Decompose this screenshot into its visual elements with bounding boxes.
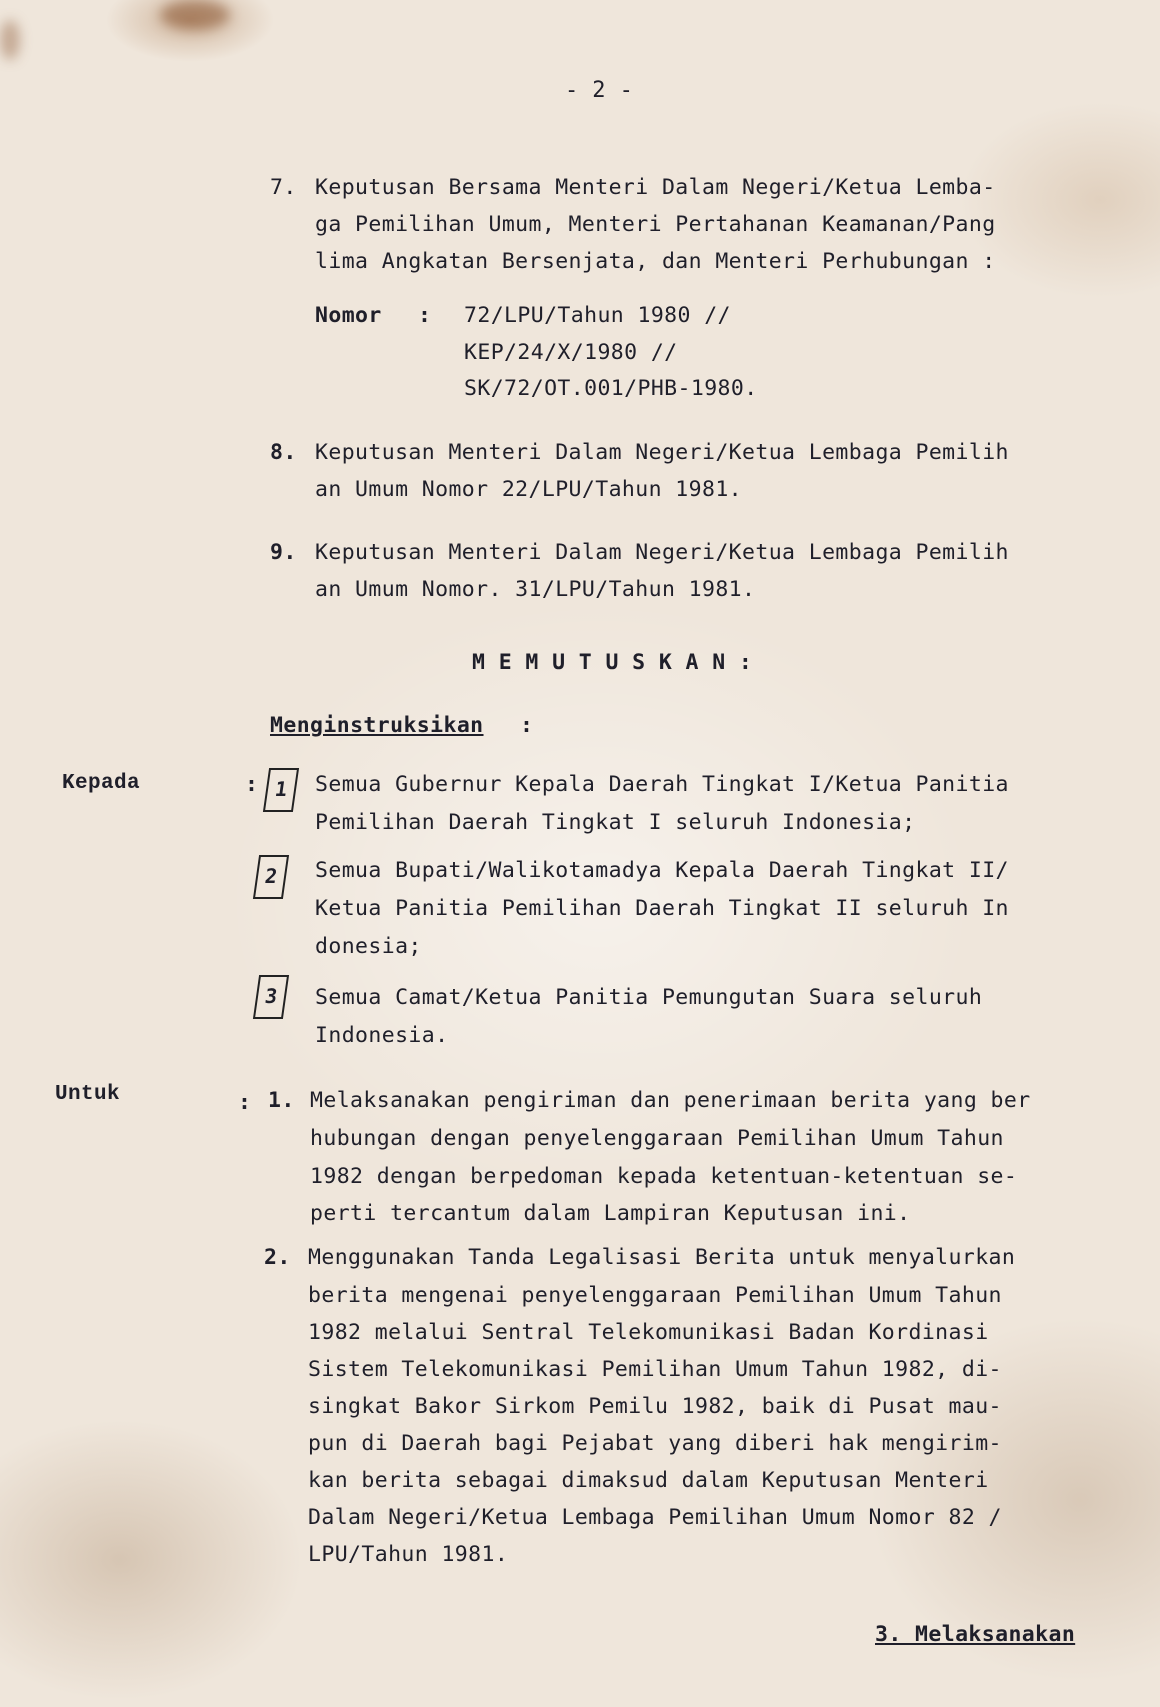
kepada-item-1-number: 1 bbox=[263, 768, 299, 812]
kepada-item-2-line-2: Ketua Panitia Pemilihan Daerah Tingkat II seluruh In bbox=[315, 896, 1009, 921]
untuk-item-2-line-7: kan berita sebagai dimaksud dalam Keputusan Menteri bbox=[308, 1468, 989, 1493]
nomor-separator: : bbox=[418, 303, 432, 328]
untuk-separator: : bbox=[238, 1090, 252, 1115]
untuk-item-2-line-1: Menggunakan Tanda Legalisasi Berita untuk menyalurkan bbox=[308, 1245, 1016, 1270]
paper-stain bbox=[160, 0, 230, 30]
item-9-line-2: an Umum Nomor. 31/LPU/Tahun 1981. bbox=[315, 577, 756, 602]
nomor-label: Nomor bbox=[315, 303, 382, 328]
untuk-item-2-number: 2. bbox=[264, 1245, 291, 1270]
item-9-line-1: Keputusan Menteri Dalam Negeri/Ketua Lembaga Pemilih bbox=[315, 540, 1009, 565]
page-number: - 2 - bbox=[565, 78, 634, 103]
item-7-line-1: Keputusan Bersama Menteri Dalam Negeri/Ketua Lemba- bbox=[315, 175, 996, 200]
nomor-value-2: KEP/24/X/1980 // bbox=[464, 340, 678, 365]
kepada-item-3-number: 3 bbox=[253, 975, 289, 1019]
kepada-label: Kepada bbox=[62, 772, 141, 795]
memutuskan-heading: M E M U T U S K A N : bbox=[472, 650, 753, 675]
untuk-item-1-number: 1. bbox=[268, 1088, 295, 1113]
untuk-item-2-line-6: pun di Daerah bagi Pejabat yang diberi hak mengirim- bbox=[308, 1431, 1002, 1456]
untuk-item-1-line-2: hubungan dengan penyelenggaraan Pemilihan Umum Tahun bbox=[310, 1126, 1004, 1151]
kepada-separator: : bbox=[245, 772, 259, 797]
continuation-catchword: 3. Melaksanakan bbox=[875, 1622, 1076, 1647]
kepada-item-2-line-1: Semua Bupati/Walikotamadya Kepala Daerah Tingkat II/ bbox=[315, 858, 1009, 883]
nomor-value-3: SK/72/OT.001/PHB-1980. bbox=[464, 376, 758, 401]
item-9-number: 9. bbox=[270, 540, 297, 565]
kepada-item-2-line-3: donesia; bbox=[315, 934, 422, 959]
item-7-line-3: lima Angkatan Bersenjata, dan Menteri Perhubungan : bbox=[315, 249, 996, 274]
paper-stain bbox=[0, 20, 20, 60]
untuk-item-2-line-3: 1982 melalui Sentral Telekomunikasi Badan Kordinasi bbox=[308, 1320, 989, 1345]
kepada-item-2-number: 2 bbox=[253, 855, 289, 899]
untuk-item-1-line-4: perti tercantum dalam Lampiran Keputusan ini. bbox=[310, 1201, 911, 1226]
untuk-item-2-line-8: Dalam Negeri/Ketua Lembaga Pemilihan Umum Nomor 82 / bbox=[308, 1505, 1002, 1530]
untuk-item-1-line-1: Melaksanakan pengiriman dan penerimaan berita yang ber bbox=[310, 1088, 1031, 1113]
kepada-item-3-line-2: Indonesia. bbox=[315, 1023, 449, 1048]
untuk-item-2-line-2: berita mengenai penyelenggaraan Pemilihan Umum Tahun bbox=[308, 1283, 1002, 1308]
untuk-item-2-line-5: singkat Bakor Sirkom Pemilu 1982, baik di Pusat mau- bbox=[308, 1394, 1002, 1419]
item-8-line-2: an Umum Nomor 22/LPU/Tahun 1981. bbox=[315, 477, 743, 502]
item-7-number: 7. bbox=[270, 175, 297, 200]
nomor-value-1: 72/LPU/Tahun 1980 // bbox=[464, 303, 731, 328]
untuk-item-1-line-3: 1982 dengan berpedoman kepada ketentuan-ketentuan se- bbox=[310, 1164, 1018, 1189]
kepada-item-3-line-1: Semua Camat/Ketua Panitia Pemungutan Suara seluruh bbox=[315, 985, 983, 1010]
item-8-line-1: Keputusan Menteri Dalam Negeri/Ketua Lembaga Pemilih bbox=[315, 440, 1009, 465]
item-8-number: 8. bbox=[270, 440, 297, 465]
menginstruksikan-colon: : bbox=[520, 713, 534, 738]
untuk-item-2-line-4: Sistem Telekomunikasi Pemilihan Umum Tahun 1982, di- bbox=[308, 1357, 1002, 1382]
untuk-item-2-line-9: LPU/Tahun 1981. bbox=[308, 1542, 509, 1567]
kepada-item-1-line-1: Semua Gubernur Kepala Daerah Tingkat I/Ketua Panitia bbox=[315, 772, 1009, 797]
untuk-label: Untuk bbox=[55, 1083, 121, 1106]
menginstruksikan-heading: Menginstruksikan bbox=[270, 713, 484, 738]
item-7-line-2: ga Pemilihan Umum, Menteri Pertahanan Keamanan/Pang bbox=[315, 212, 996, 237]
kepada-item-1-line-2: Pemilihan Daerah Tingkat I seluruh Indonesia; bbox=[315, 810, 916, 835]
